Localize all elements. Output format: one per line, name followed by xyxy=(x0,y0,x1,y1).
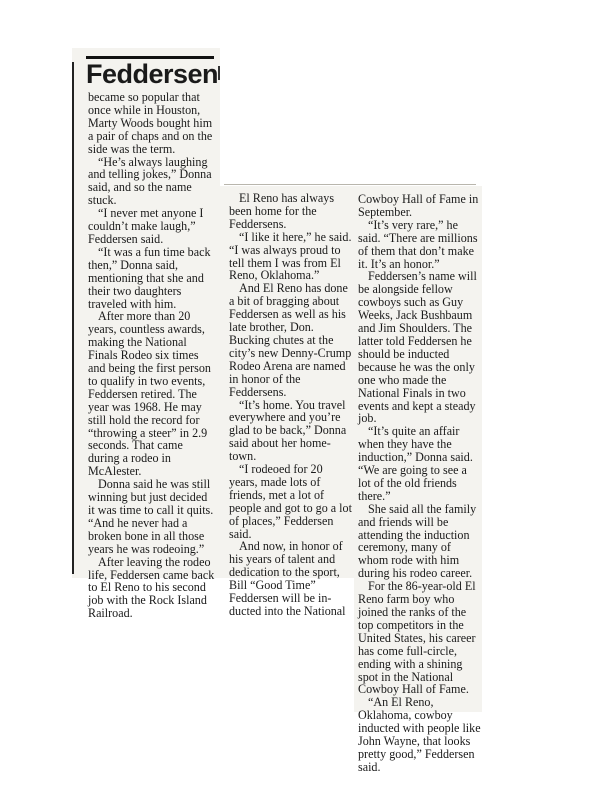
headline-tick-mark xyxy=(218,66,220,80)
paragraph: She said all the family and friends will be attending the induction ceremony, many of whom rode with him during his rodeo career. xyxy=(358,501,477,581)
column-top-rule xyxy=(224,184,476,185)
paragraph: Donna said he was still winning but just decided it was time to call it quits. “And he never had a broken bone in all those years he was rodeoing.” xyxy=(88,477,214,556)
paragraph: “I never met anyone I couldn’t make laugh,” Feddersen said. xyxy=(88,206,204,246)
article-column-1 xyxy=(88,91,216,620)
paragraph: “I rodeoed for 20 years, made lots of friends, met a lot of people and got to go a lot of places,” Feddersen said. xyxy=(229,462,352,541)
paragraph: After more than 20 years, countless awards, making the National Finals Rodeo six times and being the first person to qualify in two events, Feddersen retired. The year was 1968. He may still hold the record for “throwing a steer” in 2.9 seconds. That came during a rodeo in McAlester. xyxy=(88,309,211,479)
clipping-edge-line xyxy=(72,62,74,574)
headline: Feddersen xyxy=(86,56,214,89)
paragraph: “An El Reno, Oklahoma, cowboy inducted with people like John Wayne, that looks pretty good,” Feddersen said. xyxy=(358,695,481,774)
paragraph: “It was a fun time back then,” Donna said, mentioning that she and their two daughters traveled with him. xyxy=(88,244,211,311)
paragraph: “I like it here,” he said. “I was always proud to tell them I was from El Reno, Oklahoma.” xyxy=(229,229,352,283)
article-column-2 xyxy=(229,192,353,618)
paragraph: became so popular that once while in Houston, Marty Woods bought him a pair of chaps and on the side was the term. xyxy=(88,90,213,156)
paragraph: Feddersen’s name will be alongside fellow cowboys such as Guy Weeks, Jack Bushbaum and Jim Shoulders. The latter told Feddersen he should be inducted because he was the only one who made the National Finals in two events and kept a steady job. xyxy=(358,269,477,426)
paragraph: Cowboy Hall of Fame in September. xyxy=(358,192,479,219)
paragraph: El Reno has always been home for the Feddersens. xyxy=(229,191,335,231)
paragraph: And now, in honor of his years of talent and dedication to the sport, Bill “Good Time” Feddersen will be in-ducted into the National xyxy=(229,539,346,618)
paragraph: “It’s home. You travel everywhere and you’re glad to be back,” Donna said about her home-town. xyxy=(229,397,347,464)
paragraph: “It’s very rare,” he said. “There are millions of them that don’t make it. It’s an honor.” xyxy=(358,217,478,271)
paragraph: “He’s always laughing and telling jokes,” Donna said, and so the name stuck. xyxy=(88,154,212,208)
paragraph: For the 86-year-old El Reno farm boy who joined the ranks of the top competitors in the United States, his career has come full-circle, ending with a shining spot in the National Cowboy Hall of Fame. xyxy=(358,579,476,697)
paragraph: And El Reno has done a bit of bragging about Feddersen as well as his late brother, Don. Bucking chutes at the city’s new Denny-Crump Rodeo Arena are named in honor of the Feddersens. xyxy=(229,281,352,399)
paragraph: “It’s quite an affair when they have the induction,” Donna said. “We are going to see a lot of the old friends there.” xyxy=(358,424,473,503)
paragraph: After leaving the rodeo life, Feddersen came back to El Reno to his second job with the Rock Island Railroad. xyxy=(88,554,215,621)
article-column-3 xyxy=(358,193,482,774)
